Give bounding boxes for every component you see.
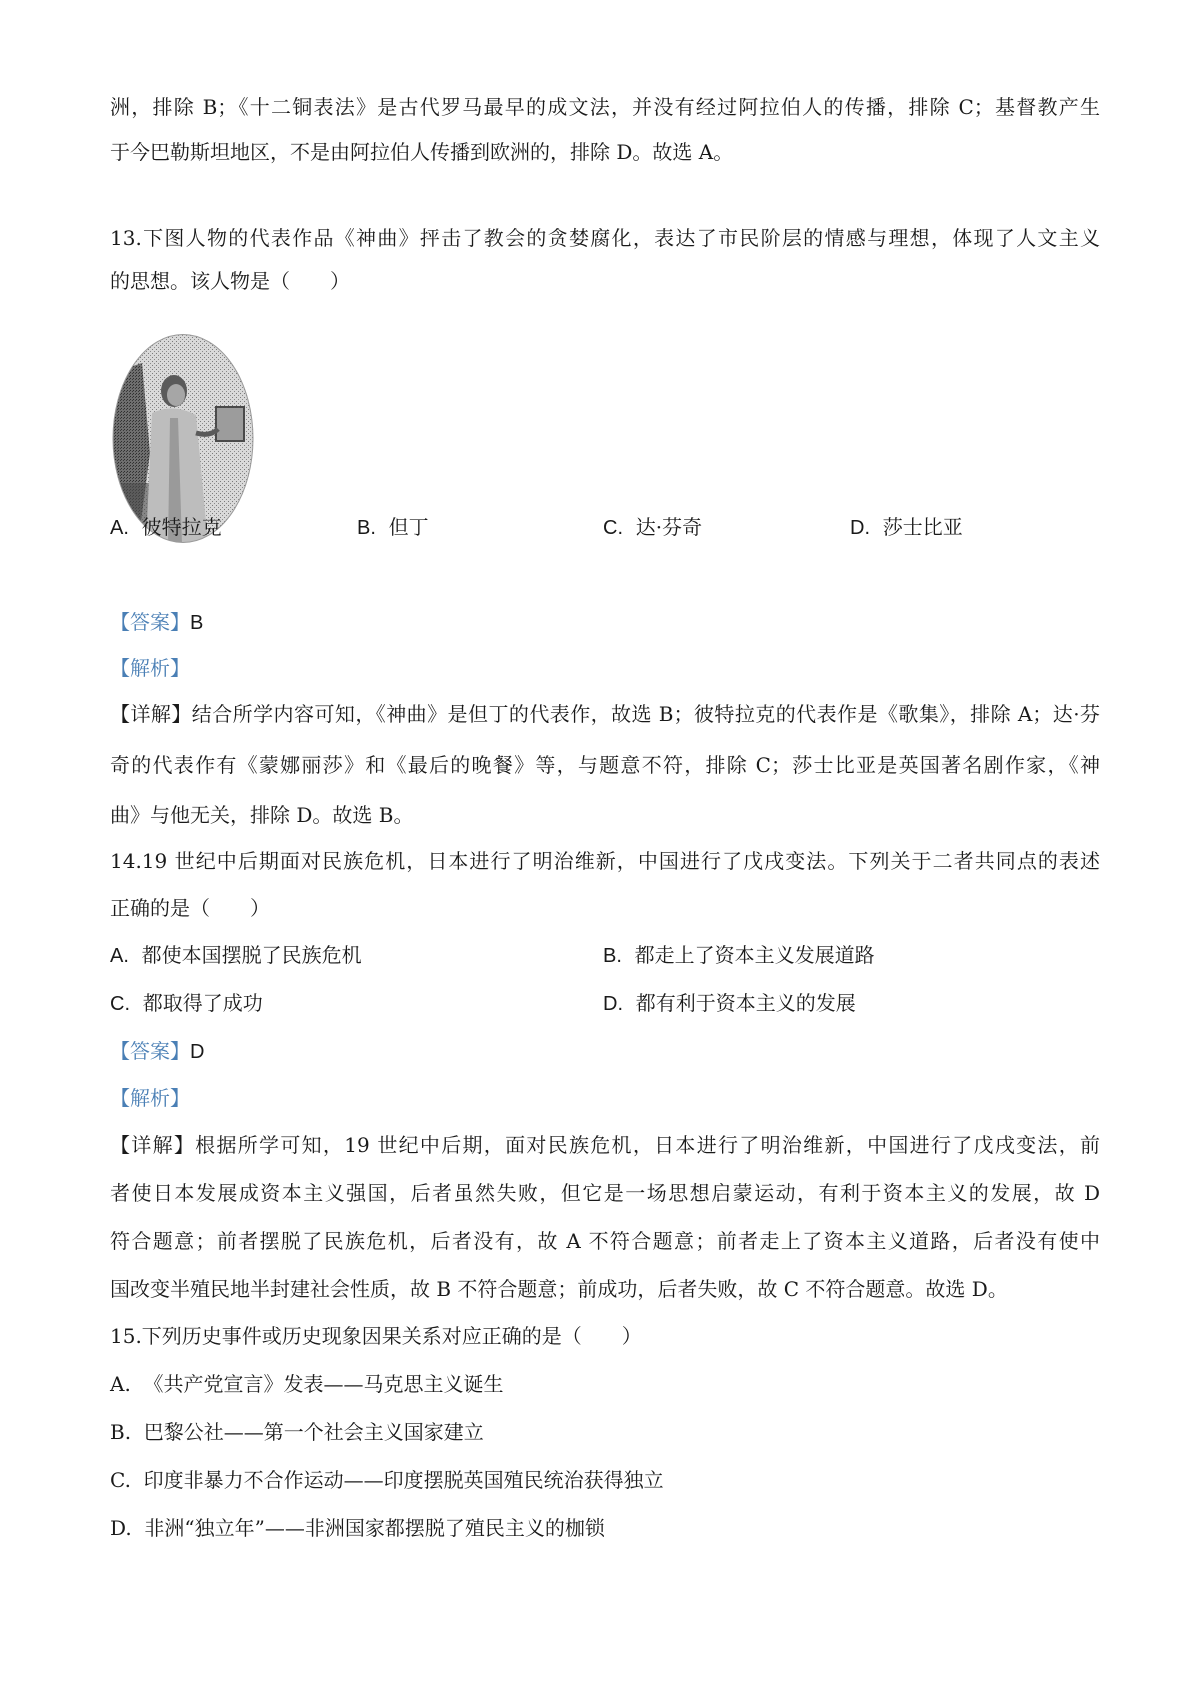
- answer-value: D: [190, 1041, 205, 1063]
- prev-explanation-line-2: 于今巴勒斯坦地区，不是由阿拉伯人传播到欧洲的，排除 D。故选 A。: [110, 140, 734, 164]
- q14-detail-line-4: 国改变半殖民地半封建社会性质，故 B 不符合题意；前成功，后者失败，故 C 不符合题意。故选 D。: [110, 1277, 1008, 1301]
- q14-detail-line-1: 【详解】根据所学可知，19 世纪中后期，面对民族危机，日本进行了明治维新，中国进行了戊戌变法，前: [110, 1133, 1100, 1157]
- q14-option-a: A. 都使本国摆脱了民族危机: [110, 943, 362, 967]
- q15-option-d: D. 非洲“独立年”——非洲国家都摆脱了殖民主义的枷锁: [110, 1516, 605, 1540]
- q14-stem-line-1: 14.19 世纪中后期面对民族危机，日本进行了明治维新，中国进行了戊戌变法。下列关于二者共同点的表述: [110, 849, 1100, 873]
- q13-detail-line-3: 曲》与他无关，排除 D。故选 B。: [110, 803, 414, 827]
- q14-detail-line-3: 符合题意；前者摆脱了民族危机，后者没有，故 A 不符合题意；前者走上了资本主义道路，后者没有使中: [110, 1229, 1100, 1253]
- q14-answer: [110, 1036, 1100, 1067]
- q14-analysis-label: 【解析】: [110, 1086, 190, 1110]
- q13-option-d: D. 莎士比亚: [850, 515, 963, 539]
- prev-explanation-line-1: 洲，排除 B；《十二铜表法》是古代罗马最早的成文法，并没有经过阿拉伯人的传播，排除 C；基督教产生: [110, 95, 1100, 119]
- q13-stem-line-1: 13.下图人物的代表作品《神曲》抨击了教会的贪婪腐化，表达了市民阶层的情感与理想，体现了人文主义: [110, 226, 1100, 250]
- answer-label: 【答案】: [110, 1039, 190, 1063]
- q13-detail-line-1: 【详解】结合所学内容可知，《神曲》是但丁的代表作，故选 B；彼特拉克的代表作是《歌集》，排除 A；达·芬: [110, 702, 1100, 726]
- answer-value: B: [190, 612, 204, 634]
- q15-stem-line-1: 15.下列历史事件或历史现象因果关系对应正确的是（ ）: [110, 1324, 642, 1348]
- q13-option-c: C. 达·芬奇: [603, 515, 703, 539]
- q14-option-d: D. 都有利于资本主义的发展: [603, 991, 856, 1015]
- q14-stem-line-2: 正确的是（ ）: [110, 896, 270, 920]
- q13-stem-line-2: 的思想。该人物是（ ）: [110, 269, 350, 293]
- q13-answer: [110, 607, 1100, 638]
- q13-option-b: B. 但丁: [357, 515, 429, 539]
- q14-option-c: C. 都取得了成功: [110, 991, 263, 1015]
- q13-option-a: A. 彼特拉克: [110, 515, 222, 539]
- q15-option-b: B. 巴黎公社——第一个社会主义国家建立: [110, 1420, 484, 1444]
- q15-option-a: A. 《共产党宣言》发表——马克思主义诞生: [110, 1372, 504, 1396]
- q15-option-c: C. 印度非暴力不合作运动——印度摆脱英国殖民统治获得独立: [110, 1468, 664, 1492]
- q13-detail-line-2: 奇的代表作有《蒙娜丽莎》和《最后的晚餐》等，与题意不符，排除 C；莎士比亚是英国著名剧作家，《神: [110, 753, 1100, 777]
- q13-analysis-label: 【解析】: [110, 656, 190, 680]
- q14-option-b: B. 都走上了资本主义发展道路: [603, 943, 875, 967]
- q14-detail-line-2: 者使日本发展成资本主义强国，后者虽然失败，但它是一场思想启蒙运动，有利于资本主义的发展，故 D: [110, 1181, 1100, 1205]
- answer-label: 【答案】: [110, 610, 190, 634]
